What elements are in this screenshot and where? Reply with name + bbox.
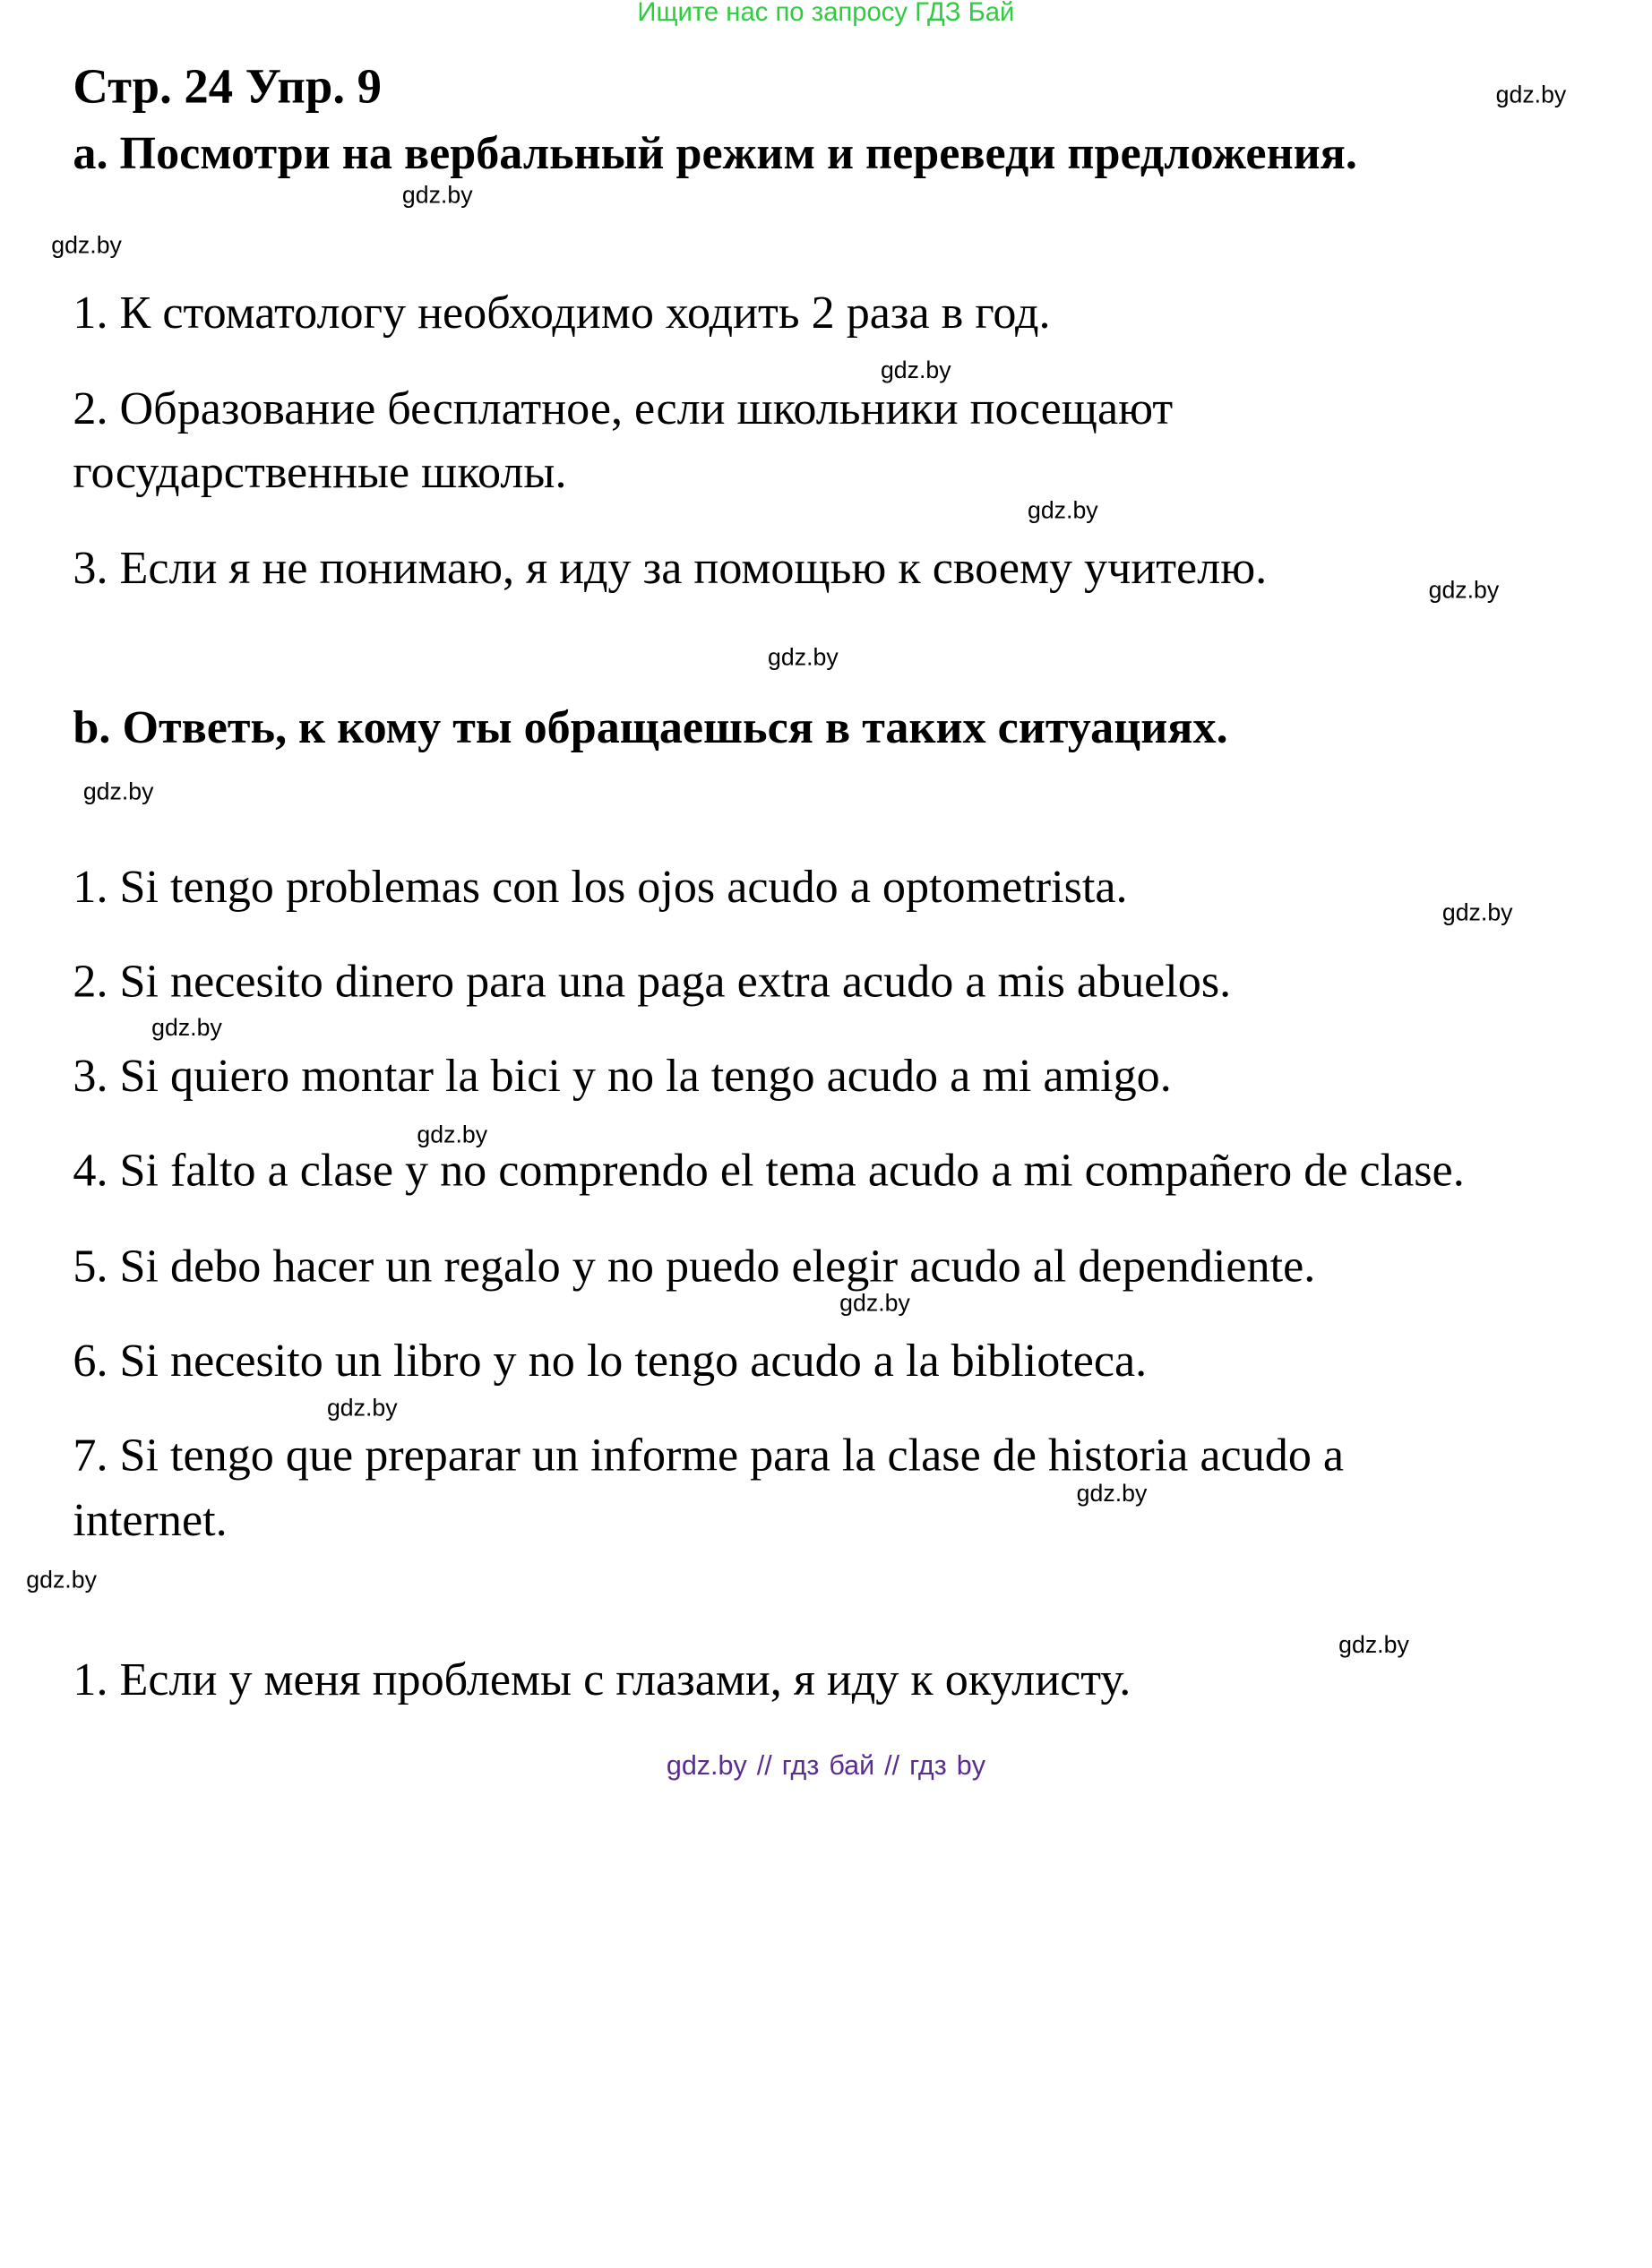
page-title: Стр. 24 Упр. 9: [73, 60, 383, 115]
watermark: gdz.by: [1338, 1632, 1409, 1659]
watermark: gdz.by: [326, 1395, 398, 1422]
watermark: gdz.by: [82, 778, 154, 806]
section-b-line-2: 2. Si necesito dinero para una paga extra acudo a mis abuelos.: [73, 954, 1232, 1008]
watermark: gdz.by: [26, 1567, 97, 1594]
watermark: gdz.by: [839, 1290, 910, 1317]
section-b-line-7: 7. Si tengo que preparar un informe para la clase de historia acudo a: [73, 1428, 1345, 1482]
section-b-line-4: 4. Si falto a clase y no comprendo el tema acudo a mi compañero de clase.: [73, 1143, 1465, 1197]
watermark: gdz.by: [151, 1014, 222, 1042]
section-b-line-5: 5. Si debo hacer un regalo y no puedo elegir acudo al dependiente.: [73, 1239, 1316, 1292]
section-a-line-3: государственные школы.: [73, 445, 567, 498]
watermark: gdz.by: [417, 1121, 488, 1148]
section-a-line-1: 1. К стоматологу необходимо ходить 2 раза в год.: [73, 286, 1051, 339]
section-b-line-8: internet.: [73, 1493, 228, 1546]
watermark: gdz.by: [880, 357, 951, 384]
section-a-line-4: 3. Если я не понимаю, я иду за помощью к своему учителю.: [73, 541, 1268, 594]
footer-links[interactable]: gdz.by // гдз бай // гдз by: [666, 1750, 985, 1782]
section-b-line-3: 3. Si quiero montar la bici y no la tengo acudo a mi amigo.: [73, 1049, 1172, 1102]
section-b-line-6: 6. Si necesito un libro y no lo tengo acudo a la biblioteca.: [73, 1334, 1148, 1387]
watermark: gdz.by: [1441, 899, 1513, 926]
section-b-heading: b. Ответь, к кому ты обращаешься в таких ситуациях.: [73, 700, 1228, 753]
watermark: gdz.by: [768, 644, 839, 671]
watermark: gdz.by: [401, 182, 473, 209]
watermark: gdz.by: [1027, 497, 1098, 524]
watermark: gdz.by: [51, 232, 122, 259]
watermark: gdz.by: [1428, 577, 1500, 604]
translation-line-1: 1. Если у меня проблемы с глазами, я иду к окулисту.: [73, 1653, 1131, 1705]
section-b-line-1: 1. Si tengo problemas con los ojos acudo a optometrista.: [73, 860, 1128, 913]
watermark: gdz.by: [1076, 1481, 1148, 1508]
search-banner[interactable]: Ищите нас по запросу ГДЗ Бай: [637, 0, 1015, 27]
watermark: gdz.by: [1495, 82, 1567, 108]
section-a-heading: a. Посмотри на вербальный режим и переведи предложения.: [73, 126, 1357, 179]
section-a-line-2: 2. Образование бесплатное, если школьники посещают: [73, 381, 1174, 434]
